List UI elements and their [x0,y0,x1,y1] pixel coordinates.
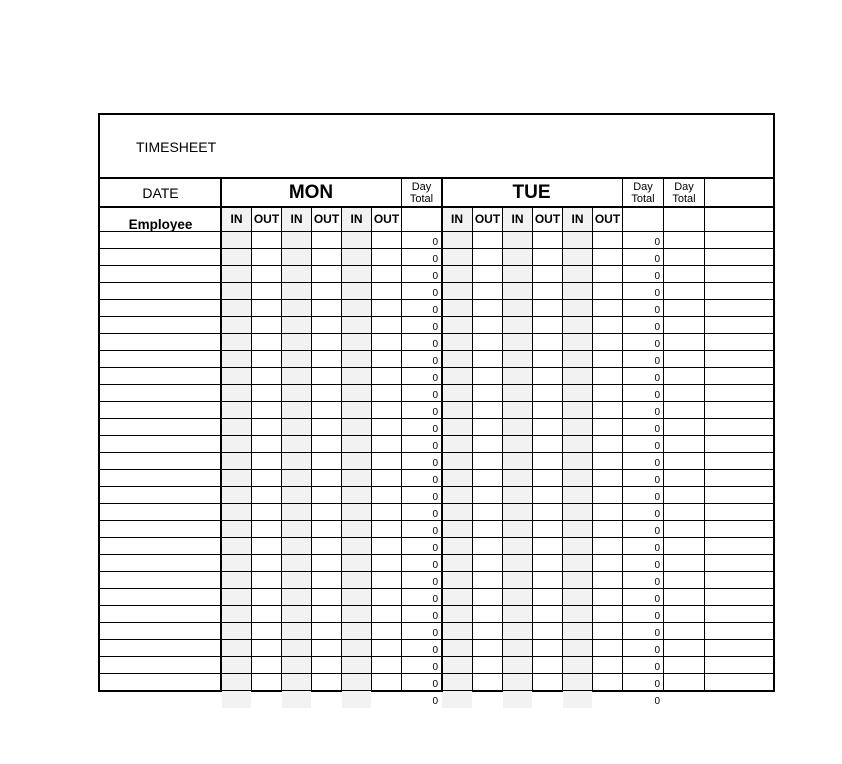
grid-line-horizontal [100,690,775,691]
day-total-value: 0 [432,679,438,690]
grid-line-horizontal [100,486,775,487]
grid-line-horizontal [100,248,775,249]
timesheet-title: TIMESHEET [136,139,217,155]
day-total-value: 0 [654,679,660,690]
day-total-value: 0 [432,254,438,265]
grid-line-horizontal [100,537,775,538]
column-header-out: OUT [534,212,561,226]
day-total-value: 0 [432,424,438,435]
column-header-in: IN [451,212,463,226]
day-total-value: 0 [654,407,660,418]
day-total-value: 0 [654,271,660,282]
grid-line-vertical [341,206,342,692]
grid-line-horizontal [100,333,775,334]
grid-line-horizontal [100,299,775,300]
grid-line-vertical [441,177,443,692]
grid-line-horizontal [100,571,775,572]
day-total-value: 0 [432,322,438,333]
day-total-value: 0 [654,475,660,486]
day-total-value: 0 [432,628,438,639]
grid-line-vertical [371,206,372,692]
day-total-value: 0 [654,594,660,605]
grid-line-horizontal [100,605,775,606]
day-total-value: 0 [654,543,660,554]
grid-line-horizontal [100,588,775,589]
day-total-value: 0 [654,339,660,350]
grid-line-vertical [532,206,533,692]
day-total-value: 0 [654,526,660,537]
day-total-value: 0 [432,594,438,605]
day-total-value: 0 [654,611,660,622]
day-label-mon: MON [288,182,334,203]
day-total-value: 0 [432,475,438,486]
day-total-value: 0 [654,390,660,401]
day-total-value: 0 [654,288,660,299]
day-total-value: 0 [432,407,438,418]
grid-line-horizontal [100,639,775,640]
day-total-value: 0 [654,356,660,367]
grid-line-horizontal [100,384,775,385]
day-total-value: 0 [432,441,438,452]
day-total-value: 0 [432,339,438,350]
day-total-value: 0 [654,322,660,333]
employee-label: Employee [128,216,193,232]
day-total-value: 0 [654,492,660,503]
day-total-value: 0 [654,237,660,248]
day-total-value: 0 [654,254,660,265]
day-total-value: 0 [432,509,438,520]
day-total-value: 0 [654,373,660,384]
grid-line-horizontal [100,673,775,674]
grid-line-horizontal [100,452,775,453]
column-header-out: OUT [313,212,340,226]
column-header-out: OUT [474,212,501,226]
column-header-in: IN [511,212,524,226]
day-total-value: 0 [432,577,438,588]
day-total-value: 0 [654,458,660,469]
day-total-value: 0 [432,458,438,469]
day-total-value: 0 [432,526,438,537]
grid-line-horizontal [100,435,775,436]
grid-line-horizontal [100,282,775,283]
day-total-value: 0 [432,305,438,316]
day-total-value: 0 [432,237,438,248]
column-header-in: IN [290,212,303,226]
day-total-value: 0 [432,645,438,656]
grid-line-vertical [472,206,473,692]
column-header-out: OUT [373,212,400,226]
day-total-value: 0 [654,441,660,452]
grid-line-vertical [592,206,593,692]
grid-line-horizontal [100,401,775,402]
day-total-value: 0 [432,373,438,384]
day-total-value: 0 [432,543,438,554]
grid-line-vertical [281,206,282,692]
day-total-value: 0 [432,390,438,401]
grid-line-vertical [311,206,312,692]
day-total-value: 0 [654,577,660,588]
day-total-header-tue: Day Total [631,180,655,205]
day-total-value: 0 [432,662,438,673]
grid-line-horizontal [100,656,775,657]
day-total-value: 0 [432,696,438,707]
grid-line-horizontal [100,622,775,623]
day-total-value: 0 [654,509,660,520]
grid-line-vertical [251,206,252,692]
column-header-out: OUT [253,212,280,226]
day-total-header-extra: Day Total [672,180,696,205]
grid-line-horizontal [100,418,775,419]
day-total-value: 0 [654,662,660,673]
grid-line-horizontal [100,503,775,504]
grid-line-vertical [663,177,664,692]
grid-line-horizontal [100,520,775,521]
date-label: DATE [142,184,179,201]
column-header-out: OUT [594,212,621,226]
day-total-value: 0 [432,492,438,503]
day-total-value: 0 [654,305,660,316]
column-header-in: IN [350,212,363,226]
grid-line-vertical [502,206,503,692]
timesheet-table [98,113,775,707]
day-total-value: 0 [432,560,438,571]
day-total-value: 0 [654,628,660,639]
day-total-value: 0 [654,645,660,656]
grid-line-horizontal [100,554,775,555]
grid-line-vertical [704,177,705,692]
day-total-header-mon: Day Total [409,180,434,205]
day-total-value: 0 [654,696,660,707]
grid-line-horizontal [100,265,775,266]
grid-line-horizontal [100,316,775,317]
grid-line-vertical [220,177,222,692]
day-total-value: 0 [432,288,438,299]
grid-line-horizontal [100,350,775,351]
grid-line-horizontal [100,367,775,368]
day-total-value: 0 [654,560,660,571]
title-area [100,115,775,177]
grid-line-vertical [562,206,563,692]
day-label-tue: TUE [512,182,551,203]
column-header-in: IN [230,212,243,226]
day-total-value: 0 [432,271,438,282]
day-total-value: 0 [432,356,438,367]
day-total-value: 0 [654,424,660,435]
day-total-value: 0 [432,611,438,622]
column-header-in: IN [571,212,584,226]
grid-line-horizontal [100,469,775,470]
